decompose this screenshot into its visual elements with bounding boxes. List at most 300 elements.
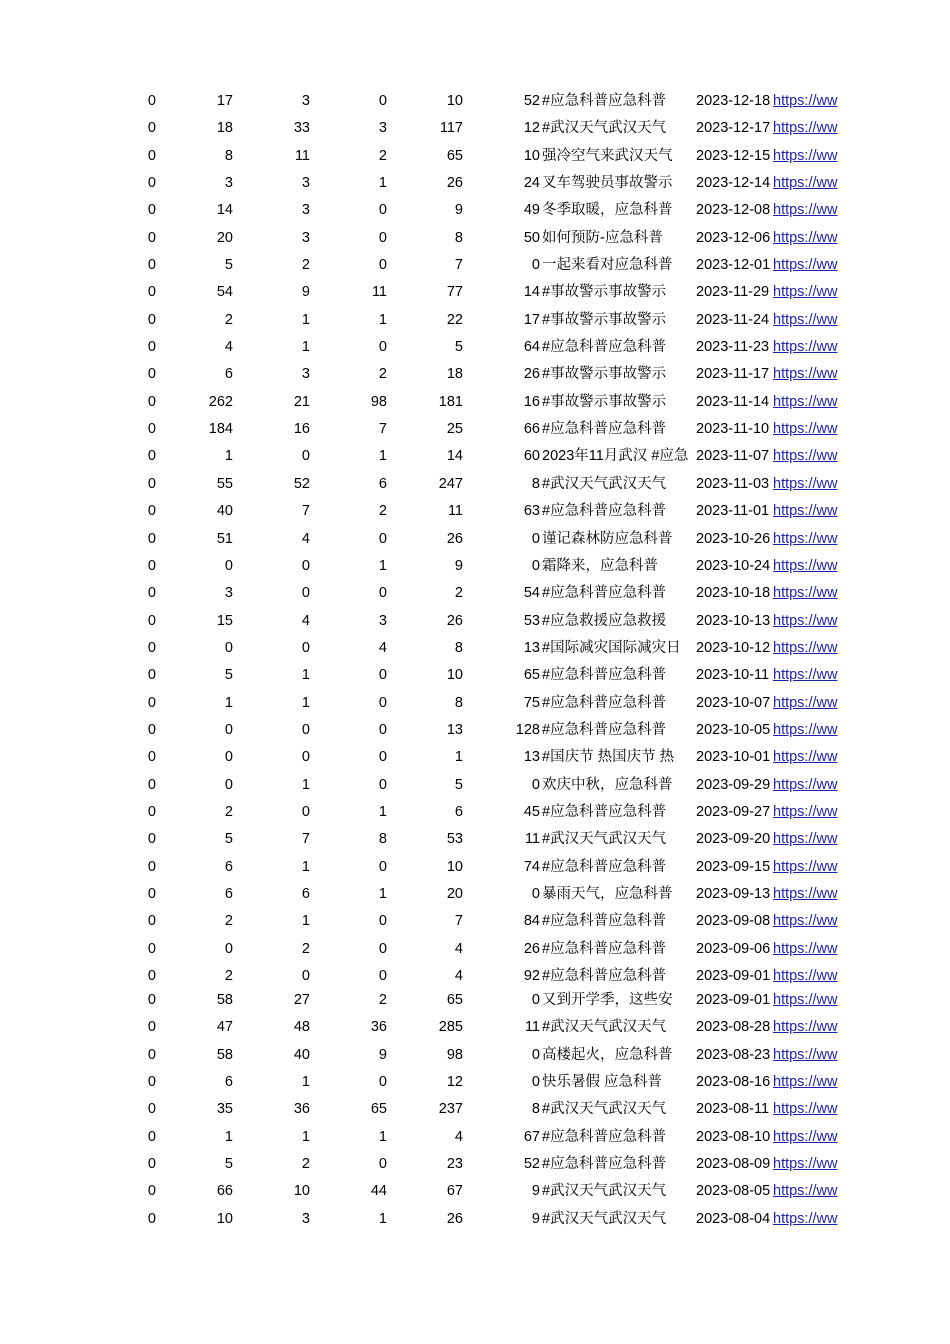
col-a-value: 0	[147, 229, 156, 246]
col-f-value: 54	[523, 585, 540, 602]
col-e-value: 7	[454, 913, 463, 930]
link-cell[interactable]: https://ww	[773, 913, 838, 930]
link-cell[interactable]: https://ww	[773, 749, 838, 766]
title-cell: #事故警示事故警示	[542, 366, 667, 383]
col-b-value: 0	[224, 557, 233, 574]
link-cell[interactable]: https://ww	[773, 1019, 838, 1036]
date-cell: 2023-10-18	[696, 585, 771, 602]
col-e-value: 247	[438, 475, 463, 492]
date-cell: 2023-12-15	[696, 147, 771, 164]
title-cell: #应急科普应急科普	[542, 803, 667, 820]
date-cell: 2023-12-01	[696, 257, 771, 274]
col-f-value: 75	[523, 694, 540, 711]
col-a-value: 0	[147, 393, 156, 410]
title-cell: #应急科普应急科普	[542, 913, 667, 930]
col-f-value: 8	[531, 475, 540, 492]
col-d-value: 7	[378, 421, 387, 438]
title-cell: #应急科普应急科普	[542, 694, 667, 711]
col-d-value: 0	[378, 1074, 387, 1091]
title-cell: #事故警示事故警示	[542, 284, 667, 301]
col-b-value: 0	[224, 721, 233, 738]
col-d-value: 11	[371, 284, 387, 301]
col-c-value: 1	[301, 339, 310, 356]
col-c-value: 7	[301, 831, 310, 848]
col-c-value: 2	[301, 940, 310, 957]
col-f-value: 0	[531, 530, 540, 547]
col-d-value: 0	[378, 721, 387, 738]
link-cell[interactable]: https://ww	[773, 1210, 838, 1227]
col-b-value: 1	[224, 694, 233, 711]
col-d-value: 0	[378, 1156, 387, 1173]
title-cell: 暴雨天气，应急科普	[542, 885, 673, 902]
col-f-value: 9	[531, 1210, 540, 1227]
col-f-value: 13	[523, 639, 540, 656]
table-row	[138, 1124, 850, 1151]
col-a-value: 0	[147, 175, 156, 192]
title-cell: #国庆节 热国庆节 热	[542, 749, 675, 766]
col-e-value: 14	[446, 448, 463, 465]
table-row	[138, 1069, 850, 1096]
col-e-value: 5	[454, 339, 463, 356]
col-b-value: 51	[216, 530, 233, 547]
col-f-value: 11	[524, 1019, 540, 1036]
col-a-value: 0	[147, 202, 156, 219]
col-a-value: 0	[147, 503, 156, 520]
col-f-value: 26	[523, 940, 540, 957]
col-b-value: 54	[216, 284, 233, 301]
title-cell: #应急救援应急救援	[542, 612, 667, 629]
date-cell: 2023-12-08	[696, 202, 771, 219]
col-b-value: 0	[224, 639, 233, 656]
col-c-value: 3	[301, 229, 310, 246]
col-a-value: 0	[147, 530, 156, 547]
col-f-value: 0	[531, 257, 540, 274]
col-a-value: 0	[147, 858, 156, 875]
col-a-value: 0	[147, 968, 156, 984]
col-c-value: 4	[301, 530, 310, 547]
col-c-value: 0	[301, 585, 310, 602]
link-cell[interactable]: https://ww	[773, 831, 838, 848]
col-e-value: 8	[454, 639, 463, 656]
link-cell[interactable]: https://ww	[773, 1046, 838, 1063]
col-a-value: 0	[147, 694, 156, 711]
col-a-value: 0	[147, 585, 156, 602]
col-c-value: 4	[301, 612, 310, 629]
title-cell: #事故警示事故警示	[542, 311, 667, 328]
col-a-value: 0	[147, 940, 156, 957]
col-e-value: 26	[446, 175, 463, 192]
col-a-value: 0	[147, 1210, 156, 1227]
table-row	[138, 170, 850, 197]
col-b-value: 35	[216, 1101, 233, 1118]
col-c-value: 1	[301, 858, 310, 875]
title-cell: 高楼起火，应急科普	[542, 1046, 673, 1063]
col-f-value: 92	[523, 968, 540, 984]
title-cell: #武汉天气武汉天气	[542, 1183, 667, 1200]
col-e-value: 117	[439, 120, 463, 137]
table-row	[138, 717, 850, 744]
table-row	[138, 772, 850, 799]
col-c-value: 0	[301, 557, 310, 574]
table-row	[138, 334, 850, 361]
title-cell: #应急科普应急科普	[542, 721, 667, 738]
link-cell[interactable]: https://ww	[773, 147, 838, 164]
col-b-value: 5	[224, 1156, 233, 1173]
date-cell: 2023-10-11	[696, 667, 770, 684]
col-b-value: 1	[224, 448, 233, 465]
col-f-value: 9	[531, 1183, 540, 1200]
col-f-value: 11	[524, 831, 540, 848]
col-b-value: 66	[216, 1183, 233, 1200]
title-cell: #武汉天气武汉天气	[542, 1101, 667, 1118]
col-f-value: 74	[523, 858, 540, 875]
col-d-value: 1	[378, 803, 387, 820]
link-cell[interactable]: https://ww	[773, 257, 838, 274]
table-row	[138, 854, 850, 881]
col-a-value: 0	[147, 557, 156, 574]
col-c-value: 48	[293, 1019, 310, 1036]
link-cell[interactable]: https://ww	[773, 421, 838, 438]
col-d-value: 2	[378, 503, 387, 520]
col-c-value: 3	[301, 366, 310, 383]
table-row	[138, 443, 850, 470]
link-cell[interactable]: https://ww	[773, 639, 838, 656]
title-cell: 谨记森林防应急科普	[542, 530, 673, 547]
date-cell: 2023-09-29	[696, 776, 771, 793]
table-row	[138, 799, 850, 826]
col-d-value: 0	[378, 776, 387, 793]
col-b-value: 47	[216, 1019, 233, 1036]
col-b-value: 58	[216, 1046, 233, 1063]
link-cell[interactable]: https://ww	[773, 1183, 838, 1200]
col-f-value: 63	[523, 503, 540, 520]
col-e-value: 65	[446, 992, 463, 1008]
col-a-value: 0	[147, 284, 156, 301]
link-cell[interactable]: https://ww	[773, 968, 838, 984]
col-b-value: 20	[216, 229, 233, 246]
title-cell: #应急科普应急科普	[542, 968, 667, 984]
col-d-value: 2	[378, 992, 387, 1008]
table-row	[138, 471, 850, 498]
col-b-value: 58	[216, 992, 233, 1008]
col-e-value: 11	[447, 503, 463, 520]
col-d-value: 1	[378, 557, 387, 574]
col-a-value: 0	[147, 992, 156, 1008]
date-cell: 2023-11-17	[696, 366, 770, 383]
col-c-value: 0	[301, 639, 310, 656]
col-e-value: 5	[454, 776, 463, 793]
col-d-value: 1	[378, 1210, 387, 1227]
col-b-value: 2	[224, 311, 233, 328]
link-cell[interactable]: https://ww	[773, 1128, 838, 1145]
col-f-value: 10	[523, 147, 540, 164]
table-row	[138, 580, 850, 607]
date-cell: 2023-11-07	[696, 448, 770, 465]
col-a-value: 0	[147, 1074, 156, 1091]
link-cell[interactable]: https://ww	[773, 858, 838, 875]
col-f-value: 14	[523, 284, 540, 301]
link-cell[interactable]: https://ww	[773, 93, 838, 109]
col-d-value: 1	[378, 311, 387, 328]
link-cell[interactable]: https://ww	[773, 366, 838, 383]
link-cell[interactable]: https://ww	[773, 530, 838, 547]
table-row	[138, 826, 850, 853]
link-cell[interactable]: https://ww	[773, 1101, 838, 1118]
link-cell[interactable]: https://ww	[773, 503, 838, 520]
col-f-value: 64	[523, 339, 540, 356]
link-cell[interactable]: https://ww	[773, 1074, 838, 1091]
col-c-value: 2	[301, 257, 310, 274]
title-cell: 欢庆中秋，应急科普	[542, 776, 673, 793]
col-c-value: 1	[301, 311, 310, 328]
title-cell: #国际减灾国际减灾日	[542, 639, 681, 656]
table-row	[138, 1151, 850, 1178]
col-a-value: 0	[147, 147, 156, 164]
title-cell: #应急科普应急科普	[542, 1128, 667, 1145]
col-c-value: 0	[301, 448, 310, 465]
col-b-value: 5	[224, 667, 233, 684]
date-cell: 2023-10-13	[696, 612, 771, 629]
col-b-value: 6	[224, 885, 233, 902]
link-cell[interactable]: https://ww	[773, 885, 838, 902]
col-b-value: 6	[224, 1074, 233, 1091]
date-cell: 2023-10-01	[696, 749, 771, 766]
col-c-value: 3	[301, 202, 310, 219]
col-b-value: 17	[216, 93, 233, 109]
col-d-value: 3	[378, 612, 387, 629]
table-row	[138, 197, 850, 224]
col-a-value: 0	[147, 831, 156, 848]
col-e-value: 26	[446, 530, 463, 547]
table-row	[138, 608, 850, 635]
title-cell: #武汉天气武汉天气	[542, 1210, 667, 1227]
title-cell: #武汉天气武汉天气	[542, 831, 667, 848]
col-f-value: 0	[531, 1074, 540, 1091]
table-row	[138, 279, 850, 306]
table-row	[138, 307, 850, 334]
link-cell[interactable]: https://ww	[773, 229, 838, 246]
link-cell[interactable]: https://ww	[773, 721, 838, 738]
col-e-value: 8	[454, 694, 463, 711]
date-cell: 2023-11-14	[696, 393, 770, 410]
col-a-value: 0	[147, 749, 156, 766]
col-a-value: 0	[147, 421, 156, 438]
col-e-value: 22	[446, 311, 463, 328]
date-cell: 2023-11-24	[696, 311, 770, 328]
table-row	[138, 1096, 850, 1123]
col-c-value: 1	[301, 1074, 310, 1091]
col-b-value: 262	[208, 393, 233, 410]
col-a-value: 0	[147, 721, 156, 738]
col-a-value: 0	[147, 448, 156, 465]
col-d-value: 65	[370, 1101, 387, 1118]
col-d-value: 2	[378, 147, 387, 164]
link-cell[interactable]: https://ww	[773, 284, 838, 301]
col-f-value: 0	[531, 557, 540, 574]
col-f-value: 65	[523, 667, 540, 684]
col-e-value: 9	[454, 557, 463, 574]
col-f-value: 67	[523, 1128, 540, 1145]
date-cell: 2023-09-01	[696, 968, 771, 984]
col-d-value: 0	[378, 93, 387, 109]
col-f-value: 16	[523, 393, 540, 410]
col-d-value: 0	[378, 229, 387, 246]
link-cell[interactable]: https://ww	[773, 311, 838, 328]
col-c-value: 1	[301, 776, 310, 793]
table-row	[138, 553, 850, 580]
col-c-value: 3	[301, 93, 310, 109]
date-cell: 2023-09-06	[696, 940, 771, 957]
col-a-value: 0	[147, 913, 156, 930]
col-c-value: 0	[301, 968, 310, 984]
col-c-value: 3	[301, 175, 310, 192]
title-cell: #应急科普应急科普	[542, 940, 667, 957]
link-cell[interactable]: https://ww	[773, 393, 838, 410]
table-row	[138, 115, 850, 142]
link-cell[interactable]: https://ww	[773, 120, 838, 137]
col-d-value: 0	[378, 913, 387, 930]
col-c-value: 10	[293, 1183, 310, 1200]
col-e-value: 181	[438, 393, 463, 410]
col-f-value: 13	[523, 749, 540, 766]
col-e-value: 10	[446, 667, 463, 684]
col-e-value: 8	[454, 229, 463, 246]
table-row	[138, 225, 850, 252]
link-cell[interactable]: https://ww	[773, 1156, 838, 1173]
link-cell[interactable]: https://ww	[773, 694, 838, 711]
col-b-value: 0	[224, 776, 233, 793]
col-c-value: 1	[301, 667, 310, 684]
title-cell: #武汉天气武汉天气	[542, 120, 667, 137]
col-d-value: 2	[378, 366, 387, 383]
table-row	[138, 389, 850, 416]
col-b-value: 6	[224, 366, 233, 383]
date-cell: 2023-12-14	[696, 175, 771, 192]
col-f-value: 45	[523, 803, 540, 820]
link-cell[interactable]: https://ww	[773, 776, 838, 793]
col-c-value: 6	[301, 885, 310, 902]
spreadsheet-table	[138, 88, 850, 1233]
col-e-value: 98	[446, 1046, 463, 1063]
col-d-value: 0	[378, 858, 387, 875]
col-f-value: 0	[531, 1046, 540, 1063]
col-d-value: 1	[378, 885, 387, 902]
date-cell: 2023-09-27	[696, 803, 771, 820]
table-row	[138, 1206, 850, 1233]
col-d-value: 1	[378, 175, 387, 192]
col-a-value: 0	[147, 257, 156, 274]
date-cell: 2023-12-17	[696, 120, 771, 137]
title-cell: #应急科普应急科普	[542, 339, 667, 356]
link-cell[interactable]: https://ww	[773, 612, 838, 629]
col-b-value: 1	[224, 1128, 233, 1145]
link-cell[interactable]: https://ww	[773, 175, 838, 192]
col-e-value: 1	[454, 749, 463, 766]
col-a-value: 0	[147, 1046, 156, 1063]
col-e-value: 4	[454, 1128, 463, 1145]
title-cell: 冬季取暖，应急科普	[542, 202, 673, 219]
col-a-value: 0	[147, 776, 156, 793]
date-cell: 2023-09-20	[696, 831, 771, 848]
table-row	[138, 88, 850, 115]
title-cell: #应急科普应急科普	[542, 1156, 667, 1173]
col-a-value: 0	[147, 803, 156, 820]
date-cell: 2023-08-28	[696, 1019, 771, 1036]
title-cell: #武汉天气武汉天气	[542, 1019, 667, 1036]
col-f-value: 0	[531, 992, 540, 1008]
col-a-value: 0	[147, 366, 156, 383]
col-f-value: 26	[523, 366, 540, 383]
date-cell: 2023-08-04	[696, 1210, 771, 1227]
col-e-value: 4	[454, 968, 463, 984]
col-a-value: 0	[147, 1101, 156, 1118]
col-b-value: 2	[224, 968, 233, 984]
date-cell: 2023-08-11	[696, 1101, 770, 1118]
col-b-value: 5	[224, 831, 233, 848]
col-d-value: 1	[378, 448, 387, 465]
link-cell[interactable]: https://ww	[773, 992, 838, 1008]
col-e-value: 67	[446, 1183, 463, 1200]
date-cell: 2023-12-18	[696, 93, 771, 109]
link-cell[interactable]: https://ww	[773, 202, 838, 219]
col-a-value: 0	[147, 612, 156, 629]
table-row	[138, 416, 850, 443]
title-cell: 2023年11月武汉 #应急	[542, 448, 689, 465]
table-row	[138, 690, 850, 717]
col-d-value: 8	[378, 831, 387, 848]
col-b-value: 14	[216, 202, 233, 219]
date-cell: 2023-11-03	[696, 475, 770, 492]
col-f-value: 0	[531, 776, 540, 793]
col-d-value: 3	[378, 120, 387, 137]
table-row	[138, 936, 850, 963]
link-cell[interactable]: https://ww	[773, 667, 838, 684]
col-b-value: 2	[224, 913, 233, 930]
col-d-value: 0	[378, 968, 387, 984]
date-cell: 2023-10-26	[696, 530, 771, 547]
title-cell: #武汉天气武汉天气	[542, 475, 667, 492]
col-d-value: 0	[378, 202, 387, 219]
col-f-value: 0	[531, 885, 540, 902]
link-cell[interactable]: https://ww	[773, 803, 838, 820]
link-cell[interactable]: https://ww	[773, 940, 838, 957]
col-e-value: 13	[446, 721, 463, 738]
col-d-value: 0	[378, 530, 387, 547]
col-c-value: 36	[293, 1101, 310, 1118]
col-d-value: 0	[378, 339, 387, 356]
title-cell: 如何预防-应急科普	[542, 229, 663, 246]
col-e-value: 2	[454, 585, 463, 602]
col-a-value: 0	[147, 667, 156, 684]
title-cell: 霜降来，应急科普	[542, 557, 658, 574]
col-e-value: 7	[454, 257, 463, 274]
col-a-value: 0	[147, 339, 156, 356]
col-e-value: 25	[446, 421, 463, 438]
col-c-value: 27	[293, 992, 310, 1008]
col-e-value: 26	[446, 612, 463, 629]
col-b-value: 55	[216, 475, 233, 492]
title-cell: #应急科普应急科普	[542, 858, 667, 875]
link-cell[interactable]: https://ww	[773, 557, 838, 574]
link-cell[interactable]: https://ww	[773, 475, 838, 492]
col-d-value: 4	[378, 639, 387, 656]
link-cell[interactable]: https://ww	[773, 585, 838, 602]
link-cell[interactable]: https://ww	[773, 448, 838, 465]
col-e-value: 9	[454, 202, 463, 219]
col-d-value: 6	[378, 475, 387, 492]
col-f-value: 66	[523, 421, 540, 438]
link-cell[interactable]: https://ww	[773, 339, 838, 356]
